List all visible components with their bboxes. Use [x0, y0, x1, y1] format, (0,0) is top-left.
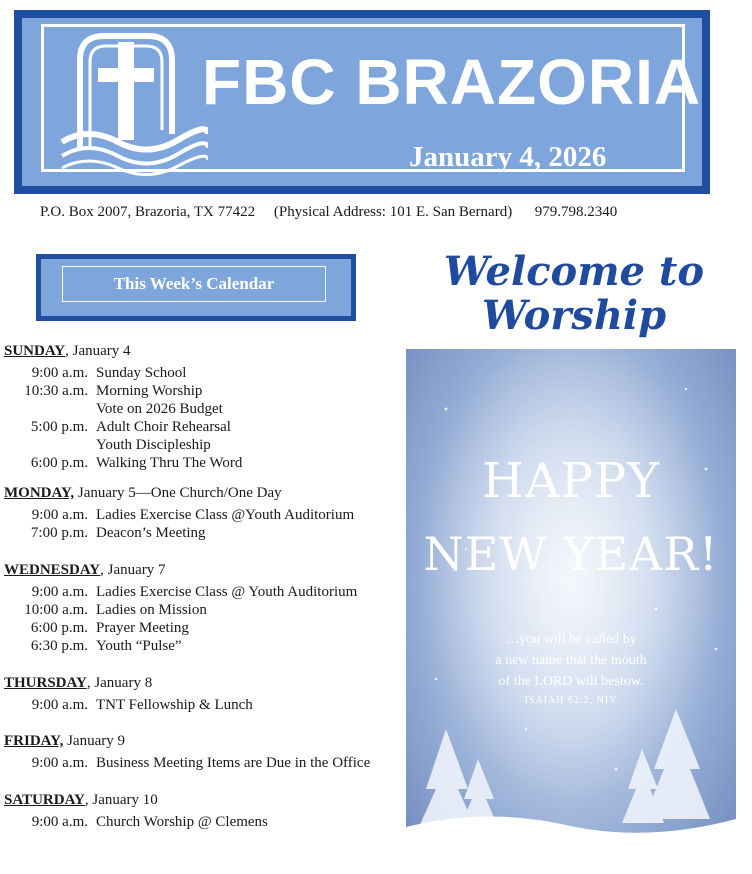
- entry-description: Youth “Pulse”: [96, 638, 182, 654]
- entry-time: 9:00 a.m.: [31, 814, 88, 830]
- calendar-entry: [4, 583, 404, 601]
- entry-time: 9:00 a.m.: [31, 365, 88, 381]
- calendar-entry: [4, 696, 404, 714]
- day-date: , January 10: [84, 792, 158, 808]
- welcome-line-2: Worship: [481, 292, 667, 339]
- calendar-entry: [4, 619, 404, 637]
- day-date: , January 8: [86, 675, 153, 691]
- day-name: SATURDAY: [4, 792, 85, 808]
- header-banner: [14, 10, 710, 194]
- entry-description: Church Worship @ Clemens: [96, 814, 268, 830]
- calendar-entry: [4, 601, 404, 619]
- calendar-entry: [4, 454, 404, 472]
- entry-description: Morning Worship: [96, 383, 203, 399]
- calendar-entry: [4, 418, 404, 436]
- new-year-text: NEW YEAR!: [423, 527, 719, 581]
- verse-reference: ISAIAH 62:2, NIV: [524, 695, 618, 706]
- calendar-entry: [4, 382, 404, 400]
- day-name: MONDAY,: [4, 485, 75, 501]
- calendar-day: [4, 732, 404, 772]
- entry-time: 9:00 a.m.: [31, 697, 88, 713]
- church-cross-logo-icon: [58, 30, 208, 178]
- entry-subitem: Youth Discipleship: [96, 437, 211, 453]
- day-date: , January 7: [100, 562, 166, 578]
- day-name: THURSDAY: [4, 675, 87, 691]
- church-name: FBC BRAZORIA: [202, 46, 702, 118]
- happy-text: HAPPY: [482, 453, 660, 509]
- winter-trees-illustration: [406, 349, 736, 869]
- address-line: [40, 204, 617, 221]
- entry-description: Adult Choir Rehearsal: [96, 419, 231, 435]
- bulletin-date: January 4, 2026: [409, 141, 607, 173]
- day-date: , January 4: [65, 343, 131, 359]
- physical-address: (Physical Address: 101 E. San Bernard): [273, 204, 513, 220]
- new-year-card: [406, 349, 736, 869]
- calendar-day: [4, 791, 404, 831]
- day-heading: [4, 484, 404, 502]
- entry-time: 9:00 a.m.: [31, 584, 88, 600]
- entry-subitem: Vote on 2026 Budget: [96, 401, 223, 417]
- day-heading: [4, 791, 404, 809]
- entry-time: 9:00 a.m.: [31, 755, 88, 771]
- entry-time: 10:00 a.m.: [24, 602, 88, 618]
- day-name: SUNDAY: [4, 343, 66, 359]
- verse-line: of the LORD will bestow.: [498, 674, 644, 689]
- day-date: January 9: [63, 733, 125, 749]
- calendar-entry: [4, 813, 404, 831]
- phone-number: 979.798.2340: [534, 204, 618, 220]
- entry-description: Walking Thru The Word: [96, 455, 243, 471]
- verse-line: a new name that the mouth: [495, 653, 647, 668]
- entry-description: Ladies Exercise Class @ Youth Auditorium: [96, 584, 358, 600]
- calendar-entry: [4, 364, 404, 382]
- entry-description: Business Meeting Items are Due in the Office: [96, 755, 371, 771]
- calendar-entry: [4, 637, 404, 655]
- calendar-day: [4, 342, 404, 472]
- day-heading: [4, 561, 404, 579]
- entry-time: 6:00 p.m.: [30, 620, 88, 636]
- day-name: WEDNESDAY: [4, 562, 101, 578]
- calendar-title: This Week’s Calendar: [62, 266, 326, 302]
- calendar-entry: [4, 754, 404, 772]
- calendar-day: [4, 561, 404, 655]
- verse-text: [406, 629, 736, 692]
- entry-time: 10:30 a.m.: [24, 383, 88, 399]
- po-box: P.O. Box 2007, Brazoria, TX 77422: [40, 204, 256, 220]
- day-heading: [4, 732, 404, 750]
- calendar-entry: [4, 524, 404, 542]
- entry-time: 9:00 a.m.: [31, 507, 88, 523]
- entry-time: 6:00 p.m.: [30, 455, 88, 471]
- entry-description: Ladies Exercise Class @Youth Auditorium: [96, 507, 355, 523]
- entry-time: 7:00 p.m.: [30, 525, 88, 541]
- calendar-entry: [4, 506, 404, 524]
- entry-description: Deacon’s Meeting: [96, 525, 206, 541]
- welcome-heading: [404, 250, 744, 338]
- calendar-title-box: [36, 254, 356, 321]
- day-date: January 5—One Church/One Day: [74, 485, 282, 501]
- calendar-day: [4, 484, 404, 542]
- entry-description: Ladies on Mission: [96, 602, 207, 618]
- verse-line: …you will be called by: [505, 632, 637, 647]
- day-heading: [4, 674, 404, 692]
- entry-time: 6:30 p.m.: [30, 638, 88, 654]
- calendar-day: [4, 674, 404, 714]
- welcome-line-1: Welcome to: [443, 248, 705, 295]
- day-name: FRIDAY,: [4, 733, 64, 749]
- entry-description: TNT Fellowship & Lunch: [96, 697, 253, 713]
- weekly-calendar: [4, 342, 404, 831]
- entry-description: Sunday School: [96, 365, 187, 381]
- day-heading: [4, 342, 404, 360]
- entry-time: 5:00 p.m.: [30, 419, 88, 435]
- entry-description: Prayer Meeting: [96, 620, 189, 636]
